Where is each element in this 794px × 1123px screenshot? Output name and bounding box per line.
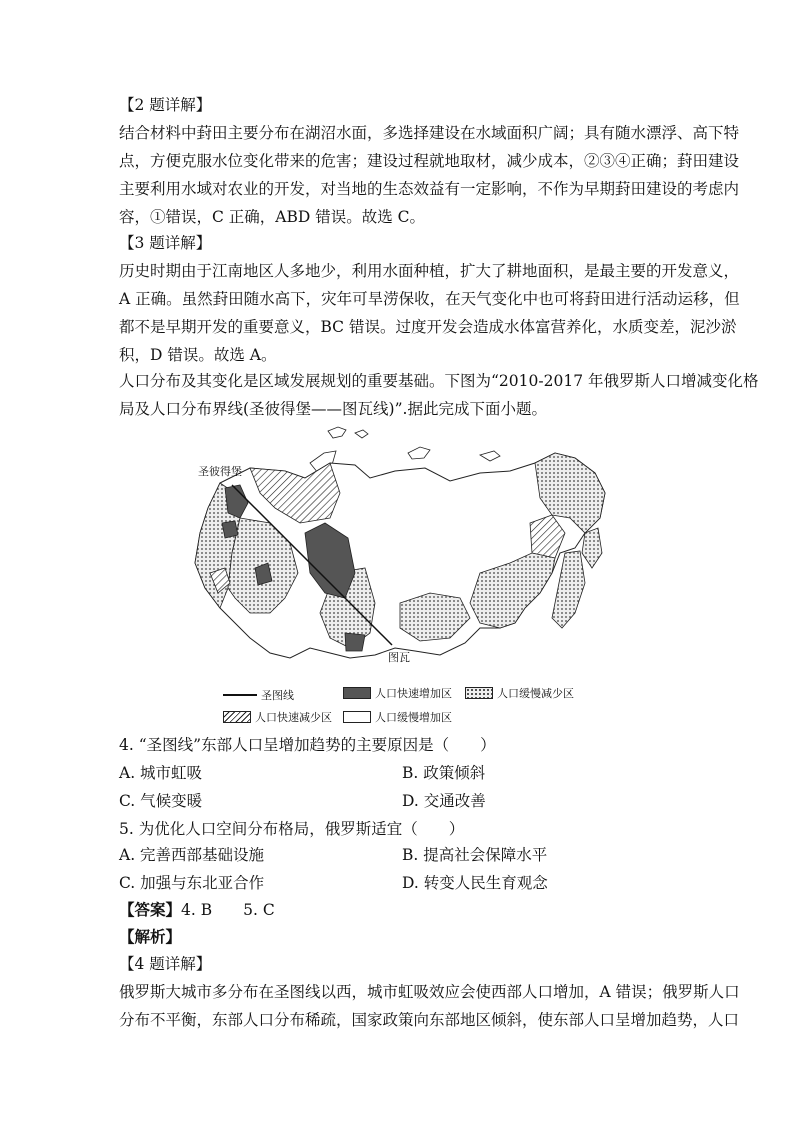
label-petersburg: 圣彼得堡 bbox=[198, 465, 242, 478]
analysis-label: 【解析】 bbox=[119, 927, 182, 946]
q4-option-b[interactable]: B. 政策倾斜 bbox=[402, 764, 486, 782]
arctic-island bbox=[480, 451, 500, 461]
legend-fast-increase-swatch bbox=[343, 687, 371, 699]
legend-slow-increase-label: 人口缓慢增加区 bbox=[375, 711, 452, 724]
answer-label: 【答案】 bbox=[119, 900, 182, 919]
section4-line-2: 分布不平衡，东部人口分布稀疏，国家政策向东部地区倾斜，使东部人口呈增加趋势，人口 bbox=[119, 1011, 740, 1029]
legend-slow-increase-swatch bbox=[343, 711, 371, 723]
section3-heading: 【3 题详解】 bbox=[119, 234, 212, 252]
answer-text: 4. B 5. C bbox=[181, 901, 275, 919]
section2-line-2: 点，方便克服水位变化带来的危害；建设过程就地取材，减少成本，②③④正确；葑田建设 bbox=[119, 152, 740, 170]
q5-option-c[interactable]: C. 加强与东北亚合作 bbox=[119, 874, 265, 892]
legend-slow-decrease-label: 人口缓慢减少区 bbox=[497, 687, 574, 700]
section3-line-1: 历史时期由于江南地区人多地少，利用水面种植，扩大了耕地面积，是最主要的开发意义， bbox=[119, 262, 740, 280]
legend-line-swatch bbox=[223, 694, 257, 696]
section3-line-4: 积，D 错误。故选 A。 bbox=[119, 346, 277, 364]
legend-fast-decrease-label: 人口快速减少区 bbox=[255, 711, 332, 724]
q5-option-b[interactable]: B. 提高社会保障水平 bbox=[402, 846, 548, 864]
legend-fast-decrease-swatch bbox=[223, 711, 251, 723]
map-legend bbox=[215, 685, 605, 727]
q4-option-d[interactable]: D. 交通改善 bbox=[402, 792, 486, 810]
section4-heading: 【4 题详解】 bbox=[119, 955, 212, 973]
section3-line-3: 都不是早期开发的重要意义，BC 错误。过度开发会造成水体富营养化，水质变差，泥沙淤 bbox=[119, 318, 737, 336]
label-tuva: 图瓦 bbox=[388, 651, 410, 663]
arctic-island bbox=[408, 447, 430, 459]
section2-line-3: 主要利用水域对农业的开发，对当地的生态效益有一定影响，不作为早期葑田建设的考虑内 bbox=[119, 180, 740, 198]
arctic-island bbox=[355, 430, 368, 438]
q4-stem: 4. “圣图线”东部人口呈增加趋势的主要原因是（ ） bbox=[119, 736, 496, 754]
answer-row bbox=[119, 900, 679, 920]
q4-option-a[interactable]: A. 城市虹吸 bbox=[119, 764, 203, 782]
q5-option-d[interactable]: D. 转变人民生育观念 bbox=[402, 874, 548, 892]
legend-slow-decrease bbox=[465, 685, 574, 701]
intro-line-2: 局及人口分布界线(圣彼得堡——图瓦线)”.据此完成下面小题。 bbox=[119, 400, 547, 418]
section2-heading: 【2 题详解】 bbox=[119, 96, 212, 114]
q5-stem: 5. 为优化人口空间分布格局，俄罗斯适宜（ ） bbox=[119, 820, 465, 838]
legend-fast-decrease bbox=[223, 709, 332, 725]
region-kamchatka-dots bbox=[582, 528, 602, 568]
legend-line-label: 圣图线 bbox=[261, 689, 294, 702]
q5-option-a[interactable]: A. 完善西部基础设施 bbox=[119, 846, 265, 864]
region-far-east-dots bbox=[552, 551, 585, 628]
region-moscow-dark bbox=[222, 521, 238, 538]
section2-line-4: 容，①错误，C 正确，ABD 错误。故选 C。 bbox=[119, 208, 426, 226]
q4-option-c[interactable]: C. 气候变暖 bbox=[119, 792, 203, 810]
section3-line-2: A 正确。虽然葑田随水高下，灾年可旱涝保收，在天气变化中也可将葑田进行活动运移，但 bbox=[119, 290, 740, 308]
legend-line bbox=[223, 687, 294, 703]
legend-fast-increase-label: 人口快速增加区 bbox=[375, 687, 452, 700]
legend-slow-increase bbox=[343, 709, 452, 725]
russia-population-map bbox=[180, 423, 620, 663]
section2-line-1: 结合材料中葑田主要分布在湖沼水面，多选择建设在水域面积广阔；具有随水漂浮、高下特 bbox=[119, 124, 740, 142]
legend-slow-decrease-swatch bbox=[465, 687, 493, 699]
region-south-dark bbox=[345, 633, 365, 651]
intro-line-1: 人口分布及其变化是区域发展规划的重要基础。下图为“2010-2017 年俄罗斯人口增减变化格 bbox=[119, 372, 759, 390]
legend-fast-increase bbox=[343, 685, 452, 701]
section4-line-1: 俄罗斯大城市多分布在圣图线以西，城市虹吸效应会使西部人口增加，A 错误；俄罗斯人口 bbox=[119, 983, 740, 1001]
arctic-island bbox=[328, 427, 346, 438]
